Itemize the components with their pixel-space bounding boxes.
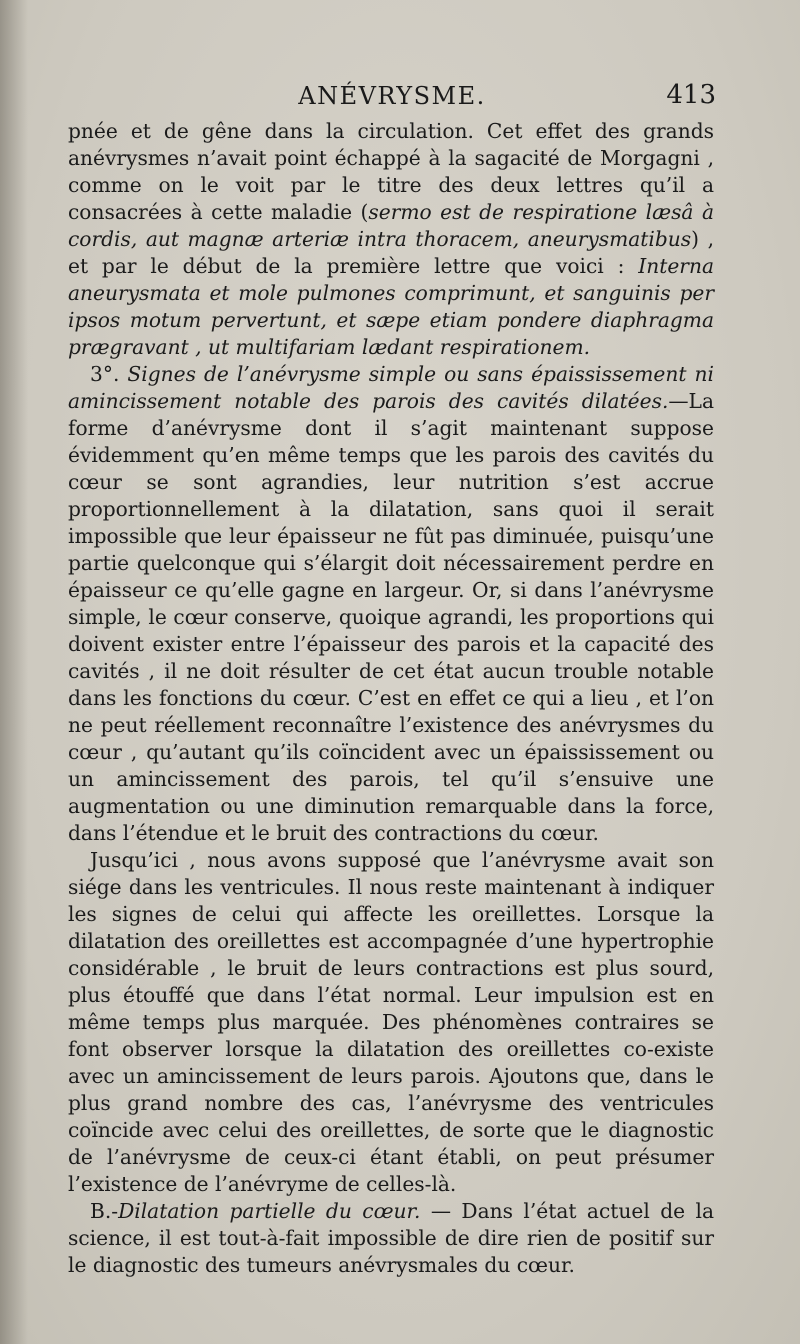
page-header [68,80,716,114]
paragraph-2-text: —La forme d’anévrysme dont il s’agit maintenant suppose évidemment qu’en même temps que les parois des cavités du cœur se sont agrandies, leur nutrition s’est accrue proportionnellement à la dilatation, sans quoi il serait impossible que leur épaisseur ne fût pas diminuée, puisqu’une partie quelconque qui s’élargit doit nécessairement perdre en épaisseur ce qu’elle gagne en largeur. Or, si dans l’anévrysme simple, le cœur conserve, quoique agrandi, les proportions qui doivent exister entre l’épaisseur des parois et la capacité des cavités , il ne doit résulter de cet état aucun trouble notable dans les fonctions du cœur. C’est en effet ce qui a lieu , et l’on ne peut réellement reconnaître l’existence des anévrysmes du cœur , qu’autant qu’ils coïncident avec un épaississement ou un amincissement des parois, tel qu’il s’ensuive une augmentation ou une diminution remarquable dans la force, dans l’étendue et le bruit des contractions du cœur. [68,389,714,845]
paragraph-4-text: — Dans l’état actuel de la science, il est tout-à-fait impossible de dire rien de positif sur le diagnostic des tumeurs anévrysmales du cœur. [68,1199,714,1277]
paragraph-4 [68,1198,714,1279]
paragraph-3-text: Jusqu’ici , nous avons supposé que l’anévrysme avait son siége dans les ventricules. Il nous reste maintenant à indiquer les signes de celui qui affecte les oreillettes. Lorsque la dilatation des oreillettes est accompagnée d’une hypertrophie considérable , le bruit de leurs contractions est plus sourd, plus étouffé que dans l’état normal. Leur impulsion est en même temps plus marquée. Des phénomènes contraires se font observer lorsque la dilatation des oreillettes co-existe avec un amincissement de leurs parois. Ajoutons que, dans le plus grand nombre des cas, l’anévrysme des ventricules coïncide avec celui des oreillettes, de sorte que le diagnostic de l’anévrysme de ceux-ci étant établi, on peut présumer l’existence de l’anévryme de celles-là. [68,848,714,1196]
running-title: ANÉVRYSME. [298,82,486,110]
paragraph-4-label: B.- [90,1199,119,1223]
page-number: 413 [666,80,716,110]
paragraph-4-heading: Dilatation partielle du cœur. [118,1199,421,1223]
paragraph-1-text-a: pnée et de gêne dans la circulation. Cet effet des grands anévrysmes n’avait point échappé à la sagacité de Morgagni , comme on le voit par le titre des deux lettres qu’il a consacrées à cette maladie ( [68,119,714,224]
paragraph-2-heading: Signes de l’anévrysme simple ou sans épaississement ni amincissement notable des parois des cavités dilatées. [68,362,715,413]
paragraph-3 [68,847,714,1198]
spine-shadow [0,0,28,1344]
paragraph-1-latin-title: sermo est de respiratione læsâ à cordis, aut magnæ arteriæ intra thoracem, aneurysmatibus [68,200,714,251]
paragraph-1 [68,118,714,361]
paragraph-1-latin-quote: Interna aneurysmata et mole pulmones comprimunt, et sanguinis per ipsos motum pervertunt, et sæpe etiam pondere diaphragma prægravant , ut multifariam lædant respirationem. [68,254,714,359]
paragraph-1-text-b: ) , et par le début de la première lettre que voici : [68,227,714,278]
paragraph-2 [68,361,714,847]
paragraph-2-number: 3°. [90,362,128,386]
body-text [68,118,714,1279]
